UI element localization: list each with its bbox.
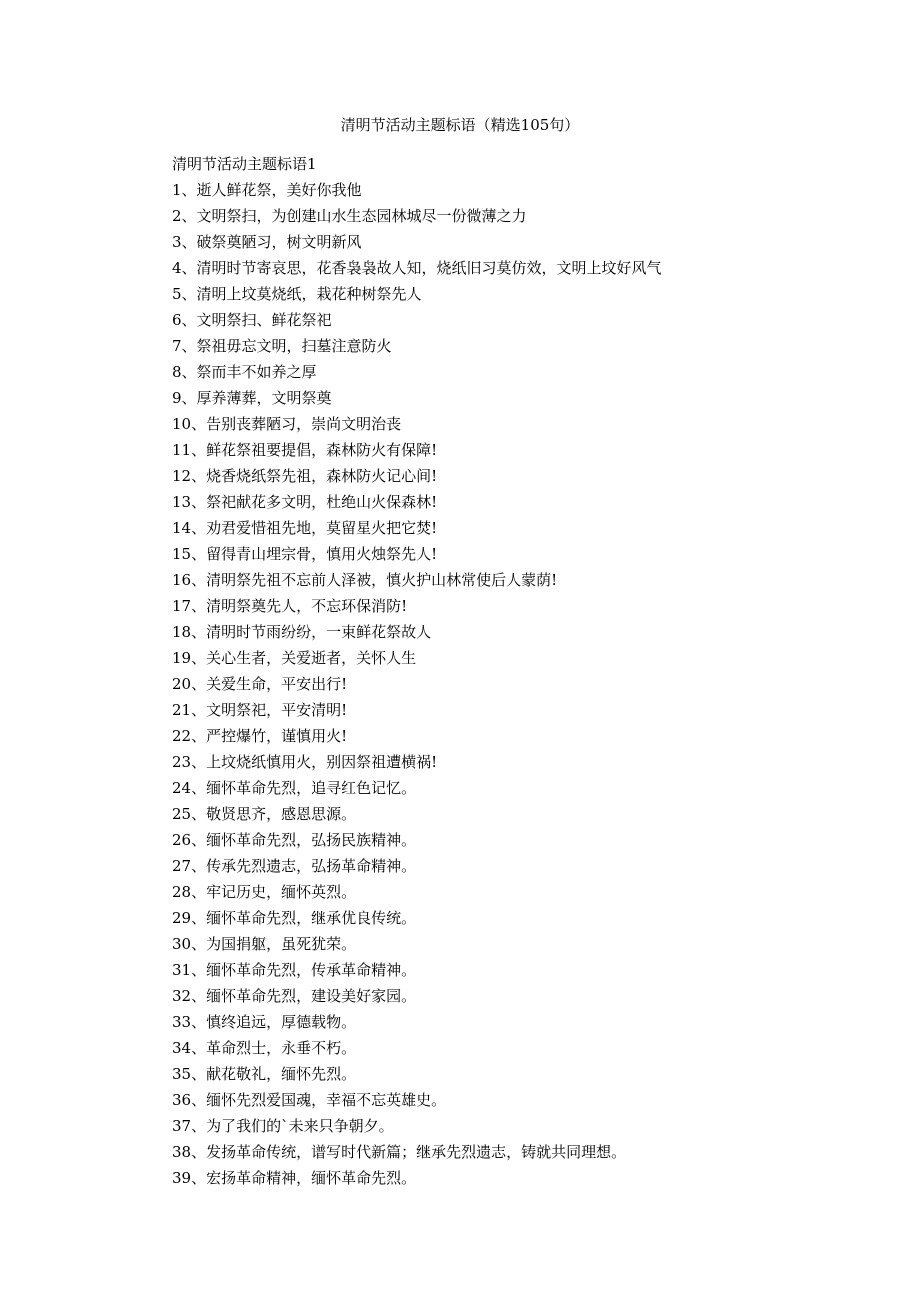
- slogan-item: 8、祭而丰不如养之厚: [172, 363, 317, 381]
- slogan-item: 3、破祭奠陋习，树文明新风: [172, 233, 362, 251]
- slogan-item: 34、革命烈士，永垂不朽。: [172, 1039, 357, 1057]
- slogan-item: 18、清明时节雨纷纷，一束鲜花祭故人: [172, 623, 432, 641]
- section-heading: 清明节活动主题标语1: [172, 155, 317, 173]
- slogan-item: 17、清明祭奠先人，不忘环保消防!: [172, 597, 408, 615]
- slogan-item: 16、清明祭先祖不忘前人泽被，慎火护山林常使后人蒙荫!: [172, 571, 558, 589]
- slogan-item: 29、缅怀革命先烈，继承优良传统。: [172, 909, 417, 927]
- slogan-item: 32、缅怀革命先烈，建设美好家园。: [172, 987, 417, 1005]
- slogan-item: 12、烧香烧纸祭先祖，森林防火记心间!: [172, 467, 438, 485]
- slogan-item: 1、逝人鲜花祭，美好你我他: [172, 181, 362, 199]
- slogan-item: 38、发扬革命传统，谱写时代新篇；继承先烈遗志，铸就共同理想。: [172, 1143, 627, 1161]
- slogan-item: 19、关心生者，关爱逝者，关怀人生: [172, 649, 417, 667]
- slogan-item: 33、慎终追远，厚德载物。: [172, 1013, 357, 1031]
- slogan-item: 14、劝君爱惜祖先地，莫留星火把它焚!: [172, 519, 438, 537]
- slogan-item: 6、文明祭扫、鲜花祭祀: [172, 311, 332, 329]
- document-title: 清明节活动主题标语（精选105句）: [340, 116, 580, 134]
- slogan-item: 20、关爱生命，平安出行!: [172, 675, 348, 693]
- slogan-item: 35、献花敬礼，缅怀先烈。: [172, 1065, 357, 1083]
- document-body: [172, 151, 892, 1191]
- slogan-item: 26、缅怀革命先烈，弘扬民族精神。: [172, 831, 417, 849]
- slogan-item: 15、留得青山埋宗骨，慎用火烛祭先人!: [172, 545, 438, 563]
- slogan-item: 28、牢记历史，缅怀英烈。: [172, 883, 357, 901]
- slogan-item: 9、厚养薄葬，文明祭奠: [172, 389, 332, 407]
- slogan-item: 39、宏扬革命精神，缅怀革命先烈。: [172, 1169, 417, 1187]
- slogan-item: 21、文明祭祀，平安清明!: [172, 701, 348, 719]
- slogan-item: 25、敬贤思齐，感恩思源。: [172, 805, 357, 823]
- slogan-item: 22、严控爆竹，谨慎用火!: [172, 727, 348, 745]
- slogan-item: 27、传承先烈遗志，弘扬革命精神。: [172, 857, 417, 875]
- slogan-item: 30、为国捐躯，虽死犹荣。: [172, 935, 357, 953]
- slogan-item: 10、告别丧葬陋习，崇尚文明治丧: [172, 415, 402, 433]
- slogan-item: 7、祭祖毋忘文明，扫墓注意防火: [172, 337, 392, 355]
- slogan-item: 37、为了我们的`未来只争朝夕。: [172, 1117, 394, 1135]
- slogan-item: 2、文明祭扫，为创建山水生态园林城尽一份微薄之力: [172, 207, 527, 225]
- slogan-item: 23、上坟烧纸慎用火，别因祭祖遭横祸!: [172, 753, 438, 771]
- slogan-item: 11、鲜花祭祖要提倡，森林防火有保障!: [172, 441, 438, 459]
- slogan-item: 4、清明时节寄哀思，花香袅袅故人知，烧纸旧习莫仿效，文明上坟好风气: [172, 259, 662, 277]
- slogan-item: 13、祭祀献花多文明，杜绝山火保森林!: [172, 493, 438, 511]
- slogan-item: 36、缅怀先烈爱国魂，幸福不忘英雄史。: [172, 1091, 447, 1109]
- slogan-item: 24、缅怀革命先烈，追寻红色记忆。: [172, 779, 417, 797]
- slogan-list: [172, 177, 892, 1191]
- slogan-item: 31、缅怀革命先烈，传承革命精神。: [172, 961, 417, 979]
- slogan-item: 5、清明上坟莫烧纸，栽花种树祭先人: [172, 285, 422, 303]
